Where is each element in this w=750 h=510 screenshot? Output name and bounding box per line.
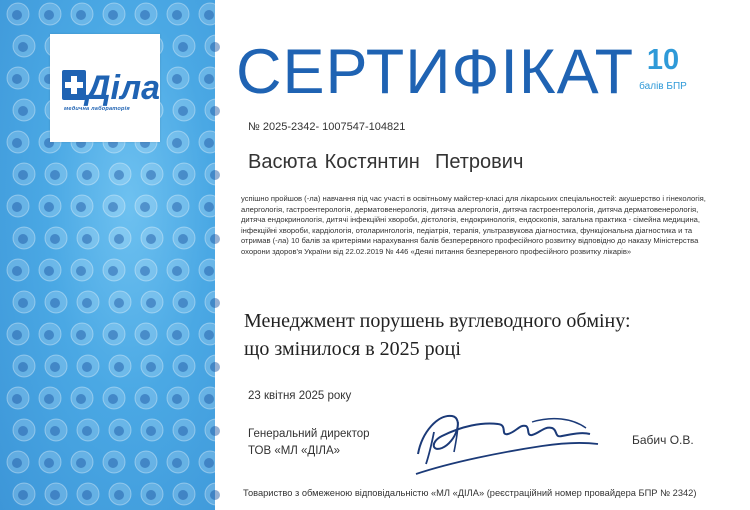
points-value: 10 [646, 44, 680, 76]
recipient-name: Васюта Костянтин Петрович [248, 151, 524, 173]
points-label: балів БПР [639, 81, 687, 92]
company-logo [50, 34, 160, 142]
dila-logo-mark [62, 64, 161, 107]
course-title [244, 307, 714, 363]
certificate-number: № 2025-2342- 1007547-104821 [248, 121, 406, 133]
certificate-body-text: успішно пройшов (-ла) навчання під час участі в освітньому майстер-класі для лікарських спеціальностей: акушерство і гінекологія, алергологія, гастроентерологія, дерматовенерологія, дитяча алергологія, дитяча гастроентерологія, дитяча дерматовенерологія, дитяча ендокринологія, дитячі інфекційні хвороби, дієтологія, ендокринологія, ендоскопія, загальна практика - сімейна медицина, інфекційні хвороби, кардіологія, отоларингологія, педіатрія, терапія, ультразвукова діагностика, функціональна діагностика и та отримав (-ла) 10 балів за критеріями нарахування балів безперервного професійного розвитку відповідно до наказу Міністерства охорони здоров'я України від 22.02.2019 № 446 «Деякі питання безперервного професійного розвитку лікарів» [241, 194, 706, 256]
handwritten-signature [412, 402, 612, 482]
course-title-line-1: Менеджмент порушень вуглеводного обміну: [244, 310, 631, 332]
certificate-title: СЕРТИФІКАТ [236, 37, 635, 107]
logo-subtitle: медична лабораторія [64, 106, 130, 112]
provider-footer: Товариство з обмеженою відповідальністю «МЛ «ДІЛА» (реєстраційний номер провайдера БПР № 2342) [243, 488, 697, 498]
logo-brand-text: Діла [86, 69, 161, 107]
course-title-line-2: що змінилося в 2025 році [244, 338, 461, 360]
issue-date: 23 квітня 2025 року [248, 390, 352, 402]
signer-name: Бабич О.В. [632, 433, 694, 447]
signer-position: Генеральний директор [248, 428, 370, 440]
signer-company: ТОВ «МЛ «ДІЛА» [248, 445, 341, 457]
signer-title [248, 426, 370, 460]
